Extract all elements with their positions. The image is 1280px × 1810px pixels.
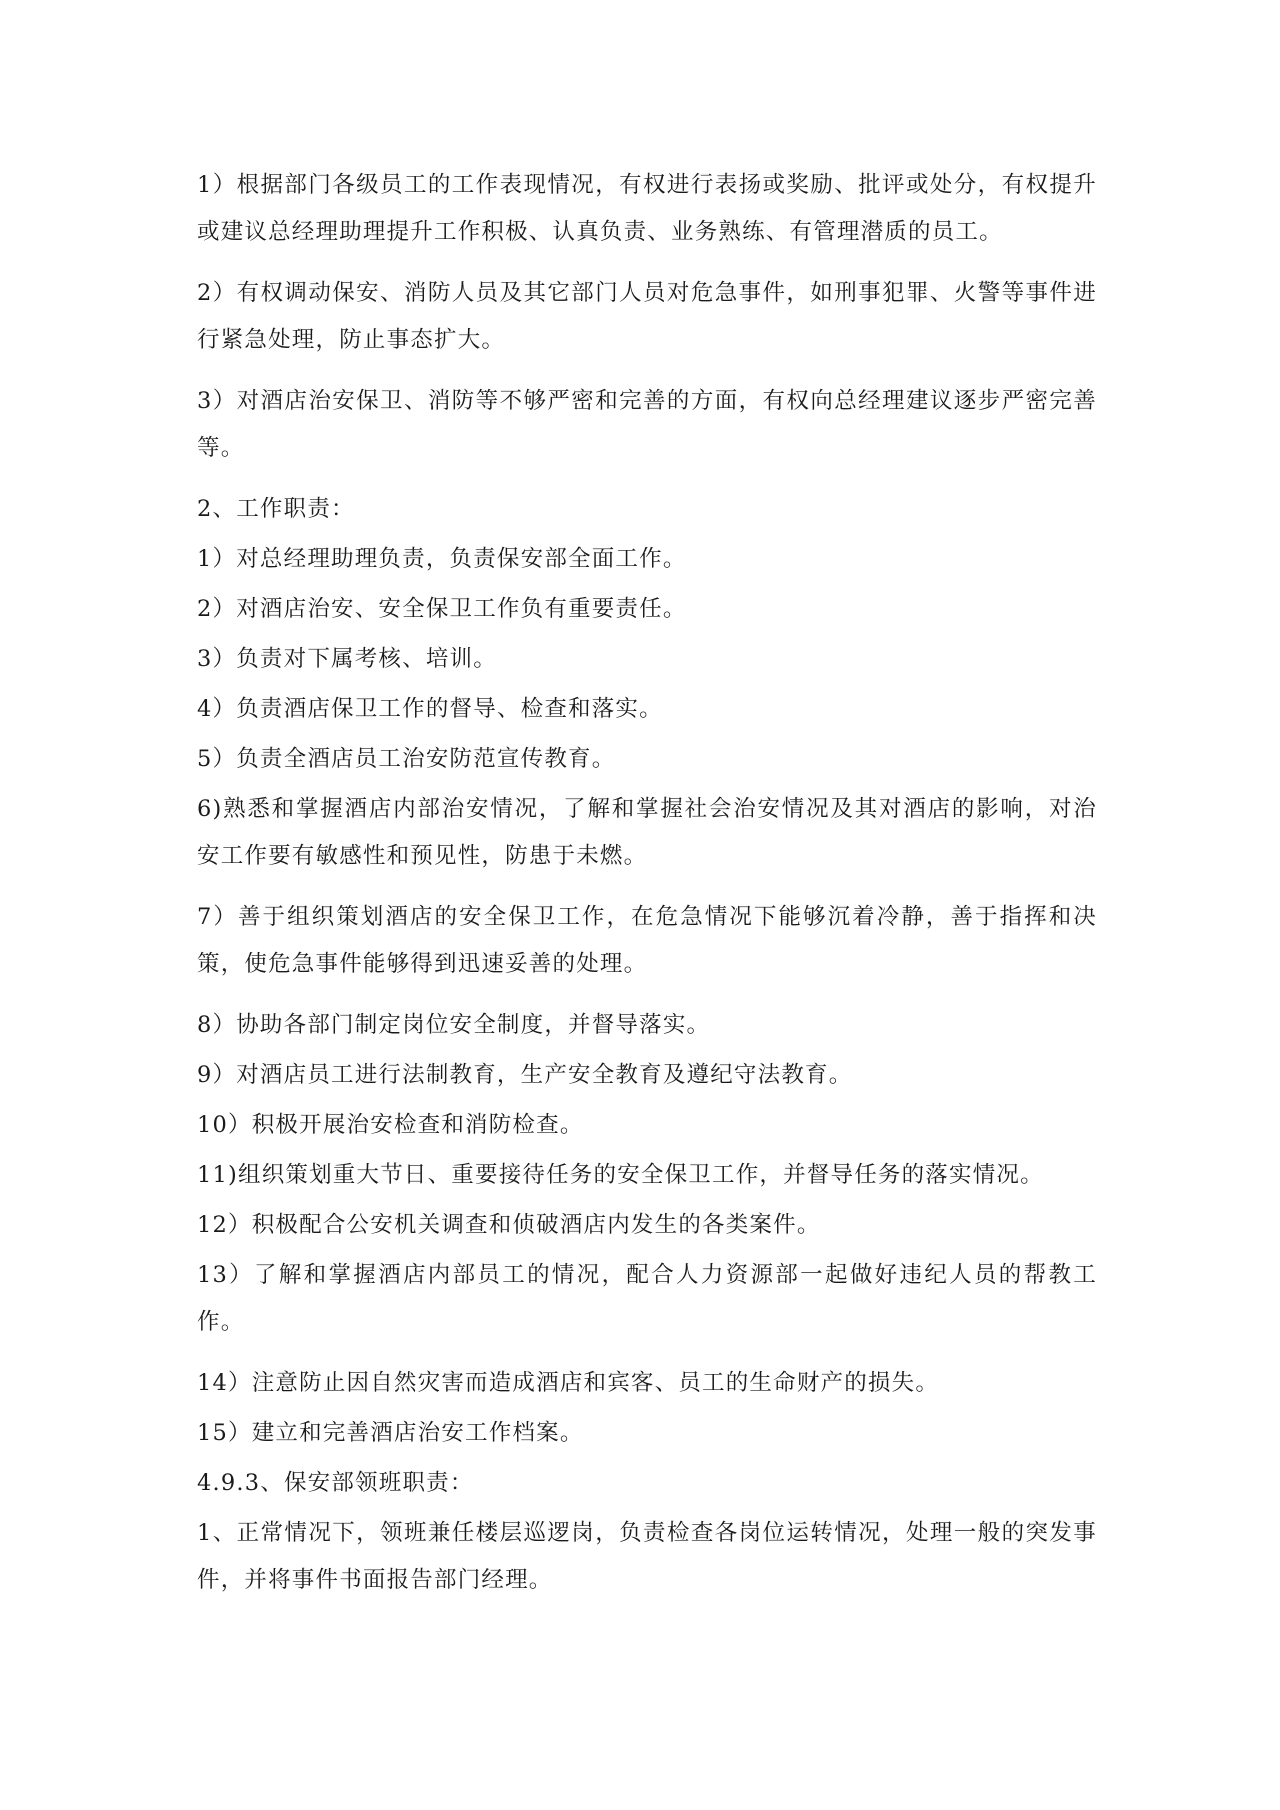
paragraph-duty-13: 13）了解和掌握酒店内部员工的情况，配合人力资源部一起做好违纪人员的帮教工作。 [197,1262,1097,1335]
paragraph-duty-6: 6)熟悉和掌握酒店内部治安情况，了解和掌握社会治安情况及其对酒店的影响，对治安工作要有敏感性和预见性，防患于未燃。 [197,796,1097,869]
paragraph-supervisor-1: 1、正常情况下，领班兼任楼层巡逻岗，负责检查各岗位运转情况，处理一般的突发事件，并将事件书面报告部门经理。 [197,1520,1097,1593]
document-body [197,162,1097,1618]
paragraph-duty-10: 10）积极开展治安检查和消防检查。 [197,1112,584,1138]
paragraph-duty-7: 7）善于组织策划酒店的安全保卫工作，在危急情况下能够沉着冷静，善于指挥和决策，使危急事件能够得到迅速妥善的处理。 [197,904,1097,977]
paragraph-authority-2: 2）有权调动保安、消防人员及其它部门人员对危急事件，如刑事犯罪、火警等事件进行紧急处理，防止事态扩大。 [197,280,1097,353]
paragraph-duty-8: 8）协助各部门制定岗位安全制度，并督导落实。 [197,1012,711,1038]
paragraph-duty-12: 12）积极配合公安机关调查和侦破酒店内发生的各类案件。 [197,1212,821,1238]
paragraph-duty-2: 2）对酒店治安、安全保卫工作负有重要责任。 [197,596,687,622]
section-heading-duties: 2、工作职责： [197,496,355,522]
paragraph-duty-4: 4）负责酒店保卫工作的督导、检查和落实。 [197,696,663,722]
paragraph-duty-5: 5）负责全酒店员工治安防范宣传教育。 [197,746,616,772]
paragraph-duty-9: 9）对酒店员工进行法制教育，生产安全教育及遵纪守法教育。 [197,1062,853,1088]
paragraph-authority-1: 1）根据部门各级员工的工作表现情况，有权进行表扬或奖励、批评或处分，有权提升或建议总经理助理提升工作积极、认真负责、业务熟练、有管理潜质的员工。 [197,172,1097,245]
paragraph-duty-1: 1）对总经理助理负责，负责保安部全面工作。 [197,546,687,572]
paragraph-duty-3: 3）负责对下属考核、培训。 [197,646,497,672]
section-heading-supervisor: 4.9.3、保安部领班职责： [197,1470,474,1496]
paragraph-authority-3: 3）对酒店治安保卫、消防等不够严密和完善的方面，有权向总经理建议逐步严密完善等。 [197,388,1097,461]
paragraph-duty-14: 14）注意防止因自然灾害而造成酒店和宾客、员工的生命财产的损失。 [197,1370,940,1396]
paragraph-duty-15: 15）建立和完善酒店治安工作档案。 [197,1420,584,1446]
paragraph-duty-11: 11)组织策划重大节日、重要接待任务的安全保卫工作，并督导任务的落实情况。 [197,1162,1044,1188]
